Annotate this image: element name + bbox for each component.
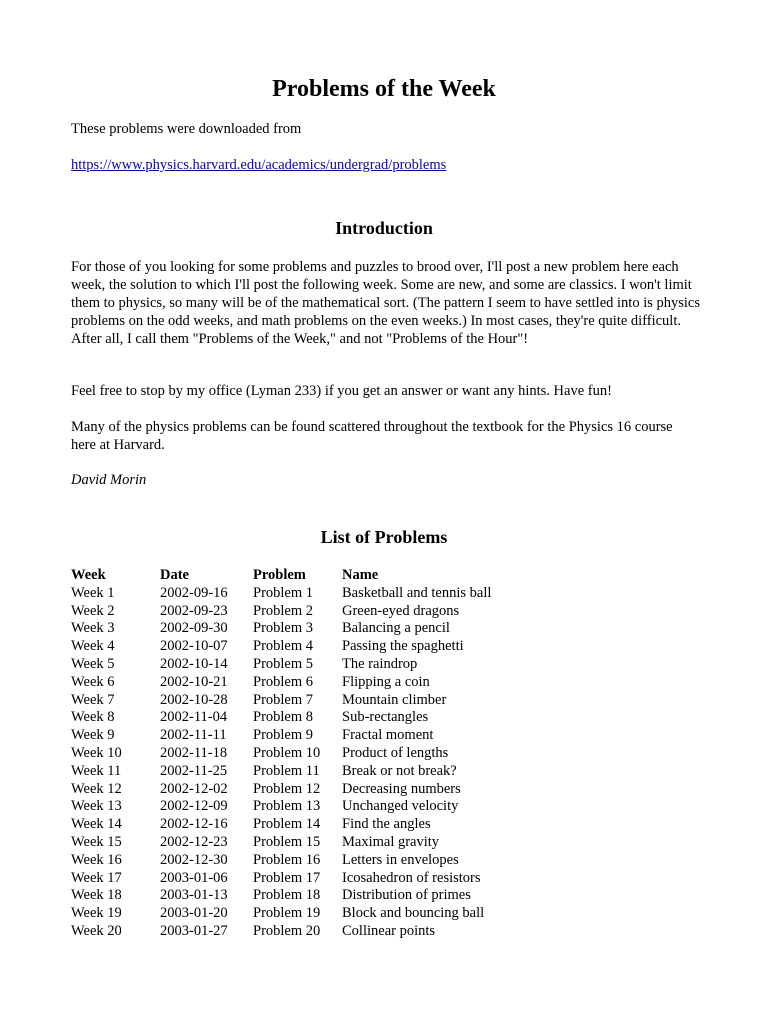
date-cell: 2002-09-23: [160, 602, 228, 619]
date-cell: 2002-10-07: [160, 638, 228, 655]
column-header-date: Date: [160, 567, 189, 583]
table-row: [71, 692, 562, 710]
week-cell: Week 4: [71, 638, 115, 655]
week-cell: Week 6: [71, 673, 115, 690]
table-row: [71, 834, 562, 852]
name-cell: Passing the spaghetti: [342, 638, 464, 655]
name-cell: Balancing a pencil: [342, 620, 450, 637]
page-title: Problems of the Week: [272, 76, 496, 102]
week-cell: Week 1: [71, 584, 115, 601]
table-row: [71, 763, 562, 781]
table-row: [71, 585, 562, 603]
table-row: [71, 638, 562, 656]
week-cell: Week 14: [71, 816, 122, 833]
intro-paragraph-2: Feel free to stop by my office (Lyman 233) if you get an answer or want any hints. Have fun!: [71, 383, 612, 399]
intro-paragraph-1: For those of you looking for some problems and puzzles to brood over, I'll post a new problem here each week, the solution to which I'll post the following week. Some are new, and some are classics. I won't limit them to physics, so many will be of the mathematical sort. (The pattern I seem to have settled into is physics problems on the odd weeks, and math problems on the even weeks.) In most cases, they're quite difficult. After all, I call them "Problems of the Week," and not "Problems of the Hour"!: [71, 259, 700, 347]
week-cell: Week 2: [71, 602, 115, 619]
name-cell: The raindrop: [342, 655, 418, 672]
problem-cell: Problem 11: [253, 762, 320, 779]
column-header-name: Name: [342, 567, 379, 583]
name-cell: Product of lengths: [342, 744, 449, 761]
name-cell: Unchanged velocity: [342, 798, 459, 815]
name-cell: Mountain climber: [342, 691, 447, 708]
problem-cell: Problem 19: [253, 905, 321, 922]
week-cell: Week 11: [71, 762, 122, 779]
problem-cell: Problem 8: [253, 709, 314, 726]
week-cell: Week 9: [71, 727, 115, 744]
date-cell: 2002-12-23: [160, 833, 228, 850]
table-row: [71, 905, 562, 923]
date-cell: 2002-10-28: [160, 691, 228, 708]
table-row: [71, 870, 562, 888]
column-header-problem: Problem: [253, 567, 306, 583]
problem-cell: Problem 3: [253, 620, 314, 637]
problem-list-heading: List of Problems: [320, 527, 448, 547]
date-cell: 2002-11-11: [160, 727, 227, 744]
date-cell: 2002-10-21: [160, 673, 228, 690]
problem-cell: Problem 1: [253, 584, 314, 601]
week-cell: Week 13: [71, 798, 122, 815]
column-header-week: Week: [71, 567, 106, 583]
date-cell: 2002-09-30: [160, 620, 228, 637]
problem-table-body: [71, 585, 562, 941]
problem-cell: Problem 6: [253, 673, 314, 690]
week-cell: Week 7: [71, 691, 115, 708]
date-cell: 2002-11-25: [160, 762, 228, 779]
name-cell: Distribution of primes: [342, 887, 471, 904]
name-cell: Fractal moment: [342, 727, 434, 744]
name-cell: Break or not break?: [342, 762, 457, 779]
problem-cell: Problem 12: [253, 780, 321, 797]
table-row: [71, 620, 562, 638]
date-cell: 2002-12-16: [160, 816, 228, 833]
problem-cell: Problem 10: [253, 744, 321, 761]
name-cell: Sub-rectangles: [342, 709, 429, 726]
date-cell: 2002-09-16: [160, 584, 228, 601]
date-cell: 2003-01-13: [160, 887, 228, 904]
name-cell: Flipping a coin: [342, 673, 430, 690]
week-cell: Week 3: [71, 620, 115, 637]
intro-paragraph-3: Many of the physics problems can be found scattered throughout the textbook for the Physics 16 course here at Harvard.: [71, 419, 673, 453]
author-signature: David Morin: [71, 472, 147, 488]
name-cell: Letters in envelopes: [342, 851, 459, 868]
week-cell: Week 18: [71, 887, 122, 904]
problem-cell: Problem 4: [253, 638, 314, 655]
date-cell: 2002-11-04: [160, 709, 228, 726]
table-row: [71, 745, 562, 763]
problem-table: [71, 567, 562, 941]
problem-cell: Problem 16: [253, 851, 321, 868]
week-cell: Week 12: [71, 780, 122, 797]
date-cell: 2002-10-14: [160, 655, 228, 672]
table-row: [71, 674, 562, 692]
name-cell: Green-eyed dragons: [342, 602, 460, 619]
table-row: [71, 709, 562, 727]
problem-cell: Problem 13: [253, 798, 321, 815]
week-cell: Week 8: [71, 709, 115, 726]
date-cell: 2003-01-27: [160, 922, 228, 939]
date-cell: 2002-11-18: [160, 744, 228, 761]
name-cell: Basketball and tennis ball: [342, 584, 492, 601]
name-cell: Decreasing numbers: [342, 780, 461, 797]
table-row: [71, 852, 562, 870]
week-cell: Week 20: [71, 922, 122, 939]
name-cell: Maximal gravity: [342, 833, 440, 850]
problem-cell: Problem 14: [253, 816, 321, 833]
table-row: [71, 816, 562, 834]
table-row: [71, 887, 562, 905]
name-cell: Icosahedron of resistors: [342, 869, 481, 886]
week-cell: Week 5: [71, 655, 115, 672]
problem-cell: Problem 15: [253, 833, 321, 850]
problem-cell: Problem 17: [253, 869, 321, 886]
problem-cell: Problem 2: [253, 602, 314, 619]
source-link[interactable]: https://www.physics.harvard.edu/academics/undergrad/problems: [71, 157, 447, 173]
problem-cell: Problem 20: [253, 922, 321, 939]
week-cell: Week 10: [71, 744, 122, 761]
table-row: [71, 798, 562, 816]
table-row: [71, 781, 562, 799]
source-text: These problems were downloaded from: [71, 121, 302, 137]
problem-cell: Problem 18: [253, 887, 321, 904]
problem-cell: Problem 5: [253, 655, 314, 672]
date-cell: 2002-12-02: [160, 780, 228, 797]
table-row: [71, 603, 562, 621]
table-row: [71, 923, 562, 941]
table-row: [71, 656, 562, 674]
name-cell: Collinear points: [342, 922, 436, 939]
problem-cell: Problem 7: [253, 691, 314, 708]
name-cell: Find the angles: [342, 816, 431, 833]
table-row: [71, 727, 562, 745]
introduction-heading: Introduction: [335, 218, 433, 238]
week-cell: Week 16: [71, 851, 122, 868]
date-cell: 2003-01-20: [160, 905, 228, 922]
date-cell: 2002-12-09: [160, 798, 228, 815]
week-cell: Week 17: [71, 869, 122, 886]
week-cell: Week 19: [71, 905, 122, 922]
problem-cell: Problem 9: [253, 727, 314, 744]
table-header-row: [71, 567, 562, 585]
date-cell: 2003-01-06: [160, 869, 228, 886]
week-cell: Week 15: [71, 833, 122, 850]
name-cell: Block and bouncing ball: [342, 905, 485, 922]
date-cell: 2002-12-30: [160, 851, 228, 868]
